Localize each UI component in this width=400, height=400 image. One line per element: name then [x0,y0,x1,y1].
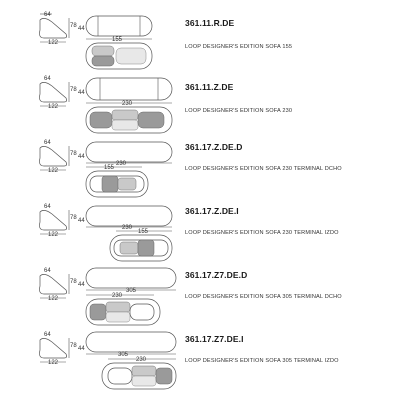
product-row [0,328,400,390]
dim-side-depth: 64 [44,140,51,146]
dim-side-depth: 64 [44,76,51,82]
dim-height-a: 78 [70,343,77,349]
product-description: LOOP DESIGNER'S EDITION SOFA 230 TERMINAL DCHO [185,166,342,172]
dim-length-1: 230 [122,101,133,107]
dim-side-width: 122 [48,104,59,110]
sofa-drawing [30,200,180,262]
sofa-drawing [30,72,180,134]
dim-height-b: 44 [78,26,85,32]
dim-height-a: 78 [70,215,77,221]
dim-length-1: 230 [122,225,133,231]
dim-side-depth: 64 [44,204,51,210]
dim-side-width: 122 [48,360,59,366]
dim-height-b: 44 [78,90,85,96]
product-description: LOOP DESIGNER'S EDITION SOFA 155 [185,44,293,50]
sofa-drawing [30,8,180,70]
product-description: LOOP DESIGNER'S EDITION SOFA 305 TERMINAL IZDO [185,358,339,364]
dim-length-1: 305 [126,288,137,294]
product-description: LOOP DESIGNER'S EDITION SOFA 230 [185,108,293,114]
dim-height-b: 44 [78,346,85,352]
product-row [0,72,400,134]
product-row [0,8,400,70]
sofa-drawing [30,328,180,390]
dim-height-a: 78 [70,279,77,285]
product-row [0,264,400,326]
dim-side-depth: 64 [44,12,51,18]
product-code: 361.17.Z7.DE.I [185,334,244,344]
dim-side-width: 122 [48,232,59,238]
dim-length-2: 230 [112,293,123,299]
product-code: 361.17.Z7.DE.D [185,270,248,280]
dim-side-width: 122 [48,40,59,46]
dim-length-1: 230 [116,161,127,167]
product-description: LOOP DESIGNER'S EDITION SOFA 305 TERMINAL DCHO [185,294,342,300]
dim-height-b: 44 [78,282,85,288]
product-code: 361.11.Z.DE [185,82,234,92]
dim-side-depth: 64 [44,268,51,274]
product-row [0,136,400,198]
product-code: 361.17.Z.DE.I [185,206,239,216]
product-code: 361.11.R.DE [185,18,235,28]
dim-side-depth: 64 [44,332,51,338]
dim-length-2: 155 [104,165,115,171]
dim-length-1: 305 [118,352,129,358]
dim-height-b: 44 [78,218,85,224]
product-description: LOOP DESIGNER'S EDITION SOFA 230 TERMINAL IZDO [185,230,339,236]
dim-length-2: 155 [138,229,149,235]
dim-height-b: 44 [78,154,85,160]
dim-length-2: 230 [136,357,147,363]
sofa-drawing [30,264,180,326]
dim-height-a: 78 [70,151,77,157]
dim-length-1: 155 [112,37,123,43]
product-code: 361.17.Z.DE.D [185,142,243,152]
dim-side-width: 122 [48,296,59,302]
dim-height-a: 78 [70,23,77,29]
dim-side-width: 122 [48,168,59,174]
product-row [0,200,400,262]
sofa-drawing [30,136,180,198]
dim-height-a: 78 [70,87,77,93]
